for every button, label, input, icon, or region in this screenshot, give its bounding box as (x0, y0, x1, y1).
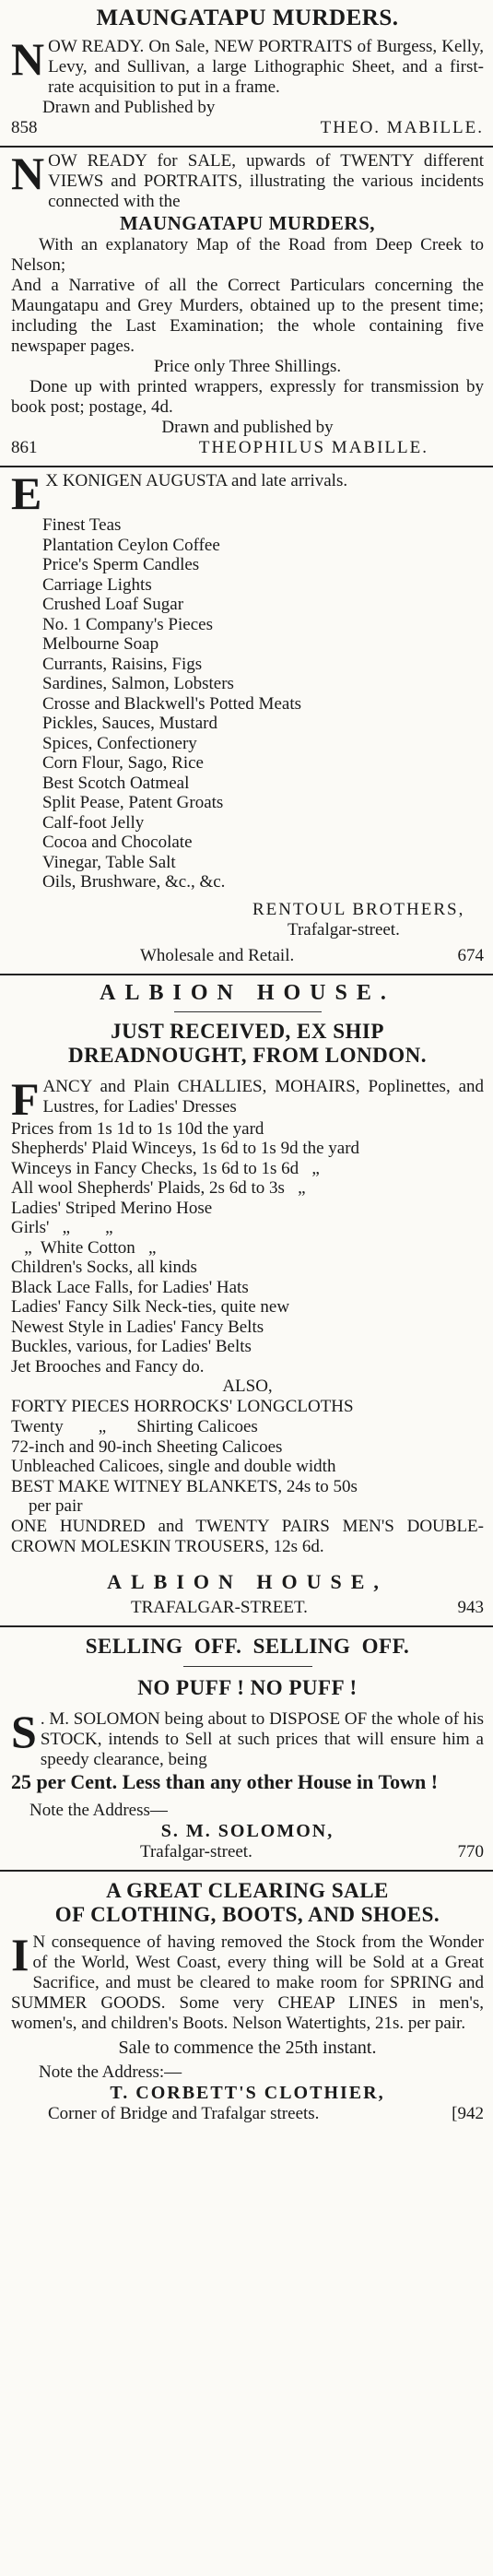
ad6-number: [942 (452, 2103, 484, 2123)
ad2-wrappers: Done up with printed wrappers, expressly for transmission by book post; postage, 4d. (11, 377, 484, 417)
ad3-firm: RENTOUL BROTHERS, (252, 899, 465, 919)
ad6-commence: Sale to commence the 25th instant. (118, 2037, 377, 2058)
ad4-drop-cap: F (11, 1072, 40, 1125)
list-item: Winceys in Fancy Checks, 1s 6d to 1s 6d „ (11, 1158, 320, 1178)
divider (0, 146, 493, 148)
ad4-just1: JUST RECEIVED, EX SHIP (111, 1019, 384, 1043)
ad3-drop-cap: E (11, 467, 42, 519)
list-item: Finest Teas (42, 515, 122, 535)
list-item: Pickles, Sauces, Mustard (42, 714, 217, 733)
list-item: Spices, Confectionery (42, 733, 197, 753)
ad6-name: T. CORBETT'S CLOTHIER, (110, 2082, 385, 2103)
ad6-body: I N consequence of having removed the Stock from the Wonder of the World, West Coast, every thing will be Sold at a Great Sacrifice, and must be cleared to make room for SPRING and SUMMER GOODS. Some very CHEAP LINES in men's, women's, and children's Boots. Nelson Watertights, 21s. per pair. (11, 1928, 484, 2033)
list-item: Sardines, Salmon, Lobsters (42, 674, 234, 693)
list-item: Oils, Brushware, &c., &c. (42, 872, 226, 892)
divider (0, 1870, 493, 1872)
list-item: No. 1 Company's Pieces (42, 614, 213, 634)
divider (0, 466, 493, 467)
ad3-items (11, 514, 484, 892)
ad1-title: MAUNGATAPU MURDERS. (96, 6, 399, 30)
ad3-wholesale: Wholesale and Retail. (140, 945, 295, 965)
ad6-title2: OF CLOTHING, BOOTS, AND SHOES. (54, 1902, 440, 1926)
list-item: Jet Brooches and Fancy do. (11, 1356, 205, 1377)
ad2-narrative: And a Narrative of all the Correct Particulars concerning the Maungatapu and Grey Murders, obtained up to the present time; including the Last Examination; the whole containing five newspaper pages. (11, 276, 484, 356)
list-item: Split Pease, Patent Groats (42, 793, 224, 812)
ad4-hundred: ONE HUNDRED and TWENTY PAIRS MEN'S DOUBLE-CROWN MOLESKIN TROUSERS, 12s 6d. (11, 1516, 484, 1556)
ad2-publisher: THEOPHILUS MABILLE. (198, 438, 428, 457)
ad2-map: With an explanatory Map of the Road from Deep Creek to Nelson; (11, 235, 484, 275)
ad-solomon (0, 1635, 493, 1862)
ad-corbett-clothier (0, 1879, 493, 2124)
list-item: Calf-foot Jelly (42, 812, 145, 833)
list-item: Plantation Ceylon Coffee (42, 535, 220, 555)
ad1-drawn: Drawn and Published by (42, 98, 216, 117)
ad4-lines2 (11, 1417, 484, 1517)
ad4-title: ALBION HOUSE. (100, 980, 395, 1005)
list-item: Price's Sperm Candles (42, 555, 200, 574)
ad6-drop-cap: I (11, 1928, 29, 1980)
list-item: Ladies' Striped Merino Hose (11, 1198, 213, 1218)
list-item: Cocoa and Chocolate (42, 833, 193, 852)
list-item: Prices from 1s 1d to 1s 10d the yard (11, 1118, 264, 1139)
ad-albion-house (0, 981, 493, 1618)
list-item: Melbourne Soap (42, 634, 159, 654)
ad4-number: 943 (457, 1597, 484, 1617)
ad6-footer (11, 2104, 484, 2124)
ad4-also: ALSO, (222, 1377, 273, 1396)
ad5-drop-cap: S (11, 1705, 37, 1757)
ad2-number: 861 (11, 438, 38, 457)
ad5-number: 770 (457, 1841, 484, 1861)
ad1-drop-cap: N (11, 33, 45, 85)
ad3-street: Trafalgar-street. (288, 919, 400, 939)
ad2-footer (11, 438, 484, 458)
ad6-corner: Corner of Bridge and Trafalgar streets. (48, 2103, 320, 2123)
list-item: Twenty „ Shirting Calicoes (11, 1417, 258, 1436)
list-item: Ladies' Fancy Silk Neck-ties, quite new (11, 1297, 290, 1317)
ad4-short-rule (174, 1011, 322, 1012)
list-item: Vinegar, Table Salt (42, 852, 176, 872)
ad5-short-rule (183, 1666, 312, 1667)
ad3-heading: E X KONIGEN AUGUSTA and late arrivals. (11, 467, 348, 519)
list-item: Newest Style in Ladies' Fancy Belts (11, 1317, 264, 1337)
list-item: Girls' „ „ (11, 1218, 113, 1237)
ad4-fancy: FANCY and Plain CHALLIES, MOHAIRS, Poplinettes, and Lustres, for Ladies' Dresses (11, 1072, 484, 1125)
ad1-footer (11, 118, 484, 138)
list-item: Carriage Lights (42, 574, 152, 595)
list-item: per pair (11, 1496, 83, 1516)
divider (0, 1625, 493, 1627)
ad3-footer (11, 946, 484, 966)
ad-maungatapu-views (0, 148, 493, 458)
ad5-body: S . M. SOLOMON being about to DISPOSE OF the whole of his STOCK, intends to Sell at such prices that will ensure him a speedy clearance, being (11, 1705, 484, 1769)
list-item: Buckles, various, for Ladies' Belts (11, 1337, 252, 1356)
list-item: Children's Socks, all kinds (11, 1258, 197, 1277)
ad5-selling: SELLING OFF. SELLING OFF. (85, 1634, 410, 1658)
list-item: „ White Cotton „ (11, 1237, 157, 1258)
list-item: Corn Flour, Sago, Rice (42, 753, 204, 773)
ad4-lines (11, 1119, 484, 1377)
list-item: Currants, Raisins, Figs (42, 654, 203, 674)
ad6-title1: A GREAT CLEARING SALE (106, 1878, 389, 1902)
ad-maungatapu-portraits (0, 0, 493, 138)
list-item: All wool Shepherds' Plaids, 2s 6d to 3s „ (11, 1178, 306, 1198)
ad1-publisher: THEO. MABILLE. (320, 118, 484, 137)
divider (0, 974, 493, 975)
list-item: Crushed Loaf Sugar (42, 595, 184, 614)
list-item: Black Lace Falls, for Ladies' Hats (11, 1277, 249, 1297)
ad5-note: Note the Address— (29, 1800, 168, 1820)
ad-rentoul-brothers (0, 467, 493, 966)
ad4-footer-title: ALBION HOUSE, (107, 1569, 388, 1593)
list-item: 72-inch and 90-inch Sheeting Calicoes (11, 1436, 283, 1457)
ad5-nopuff: NO PUFF ! NO PUFF ! (137, 1675, 358, 1699)
ad5-percent: 25 per Cent. Less than any other House in Town ! (11, 1769, 439, 1793)
ad2-price: Price only Three Shillings. (153, 357, 342, 376)
list-item: BEST MAKE WITNEY BLANKETS, 24s to 50s (11, 1476, 358, 1496)
list-item: Unbleached Calicoes, single and double width (11, 1457, 336, 1476)
ad4-forty: FORTY PIECES HORROCKS' LONGCLOTHS (11, 1397, 354, 1416)
list-item: Shepherds' Plaid Winceys, 1s 6d to 1s 9d the yard (11, 1139, 360, 1158)
ad6-note: Note the Address:— (39, 2062, 182, 2082)
ad5-street: Trafalgar-street. (140, 1841, 252, 1861)
ad4-footer (11, 1598, 484, 1618)
ad2-drawn: Drawn and published by (161, 418, 334, 437)
ad4-street: TRAFALGAR-STREET. (131, 1597, 308, 1617)
ad5-name: S. M. SOLOMON, (160, 1820, 335, 1841)
ad1-body: NOW READY. On Sale, NEW PORTRAITS of Burgess, Kelly, Levy, and Sullivan, a large Lithographic Sheet, and a first-rate acquisition to put in a frame. (11, 33, 484, 97)
list-item: Crosse and Blackwell's Potted Meats (42, 693, 301, 714)
list-item: Best Scotch Oatmeal (42, 773, 190, 793)
ad5-footer (11, 1842, 484, 1862)
ad2-subtitle: MAUNGATAPU MURDERS, (119, 212, 376, 234)
ad2-body: NOW READY for SALE, upwards of TWENTY different VIEWS and PORTRAITS, illustrating the various incidents connected with the (11, 148, 484, 211)
ad3-number: 674 (457, 945, 484, 965)
ad4-just2: DREADNOUGHT, FROM LONDON. (67, 1043, 427, 1067)
ad2-drop-cap: N (11, 148, 45, 199)
ad1-number: 858 (11, 118, 38, 137)
